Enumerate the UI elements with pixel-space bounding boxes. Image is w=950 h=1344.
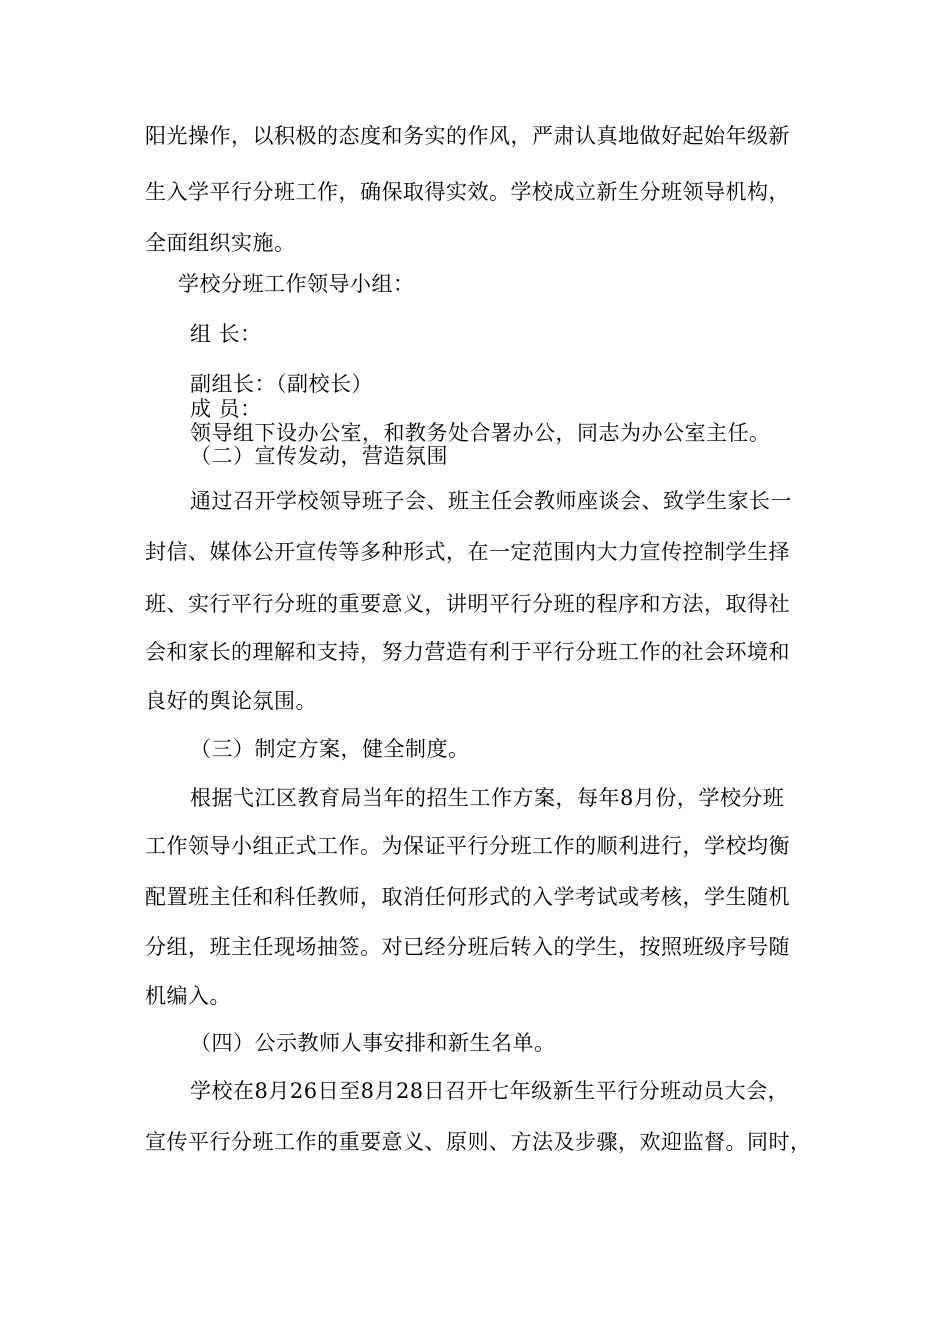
paragraph-line: 生入学平行分班工作，确保取得实效。学校成立新生分班领导机构，: [145, 180, 790, 204]
paragraph-line: 良好的舆论氛围。: [145, 689, 317, 713]
paragraph-line: 全面组织实施。: [145, 231, 296, 255]
section-heading-2: （二）宣传发动，营造氛围: [190, 444, 448, 468]
paragraph-line: 机编入。: [145, 984, 231, 1008]
paragraph-line: 根据弋江区教育局当年的招生工作方案，每年8月份，学校分班: [190, 786, 785, 810]
paragraph-line: 宣传平行分班工作的重要意义、原则、方法及步骤，欢迎监督。同时，: [145, 1130, 812, 1154]
paragraph-line: 班、实行平行分班的重要意义，讲明平行分班的程序和方法，取得社: [145, 592, 790, 616]
office-line: 领导组下设办公室，和教务处合署办公，同志为办公室主任。: [190, 421, 771, 445]
paragraph-line: 工作领导小组正式工作。为保证平行分班工作的顺利进行，学校均衡: [145, 834, 790, 858]
deputy-leader-line: 副组长：（副校长）: [190, 372, 373, 396]
members-line: 成 员：: [190, 397, 262, 421]
group-leader-line: 组 长：: [190, 322, 262, 346]
paragraph-line: 学校在8月26日至8月28日召开七年级新生平行分班动员大会，: [190, 1079, 790, 1103]
leadership-group-heading: 学校分班工作领导小组：: [178, 272, 415, 296]
paragraph-line: 通过召开学校领导班子会、班主任会教师座谈会、致学生家长一: [190, 489, 792, 513]
paragraph-line: 阳光操作，以积极的态度和务实的作风，严肃认真地做好起始年级新: [145, 124, 790, 148]
paragraph-line: 会和家长的理解和支持，努力营造有利于平行分班工作的社会环境和: [145, 640, 790, 664]
section-heading-3: （三）制定方案，健全制度。: [190, 737, 470, 761]
paragraph-line: 封信、媒体公开宣传等多种形式，在一定范围内大力宣传控制学生择: [145, 540, 790, 564]
paragraph-line: 配置班主任和科任教师，取消任何形式的入学考试或考核，学生随机: [145, 885, 790, 909]
paragraph-line: 分组，班主任现场抽签。对已经分班后转入的学生，按照班级序号随: [145, 935, 790, 959]
section-heading-4: （四）公示教师人事安排和新生名单。: [190, 1031, 556, 1055]
